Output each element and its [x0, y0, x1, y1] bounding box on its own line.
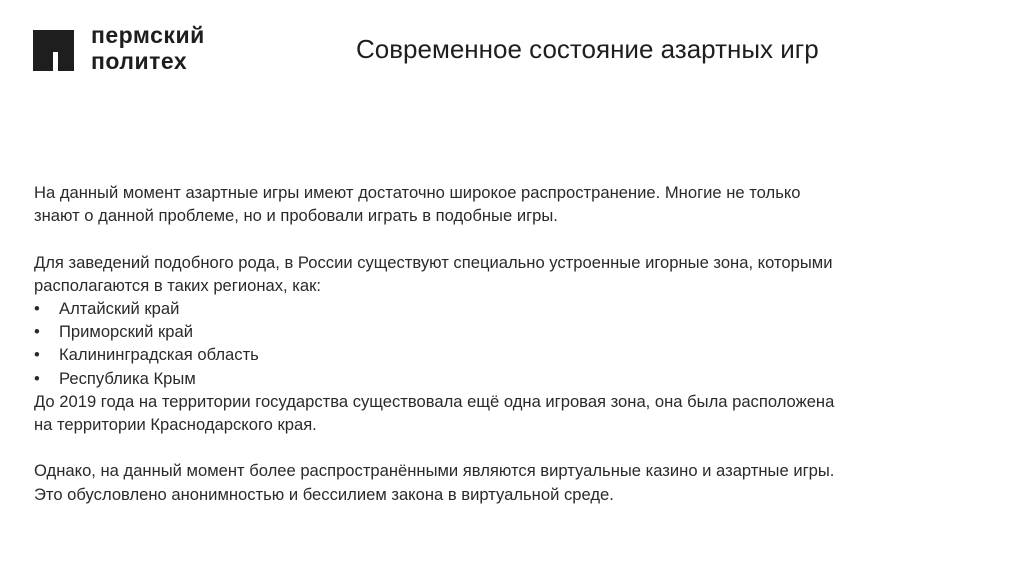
paragraph-line: До 2019 года на территории государства существовала ещё одна игровая зона, она была расположена — [34, 391, 835, 411]
slide-body — [34, 181, 994, 506]
logo-line-2: политех — [91, 48, 188, 74]
logo-line-1: пермский — [91, 22, 205, 48]
paragraph-line: На данный момент азартные игры имеют достаточно широкое распространение. Многие не только — [34, 183, 801, 202]
logo-text — [91, 22, 205, 74]
list-item: • Калининградская область — [34, 343, 994, 366]
list-item: • Алтайский край — [34, 297, 994, 320]
slide-title: Современное состояние азартных игр — [356, 34, 819, 64]
paragraph-line: располагаются в таких регионах, как: — [34, 275, 321, 295]
paragraph-line: Для заведений подобного рода, в России существуют специально устроенные игорные зона, которыми — [34, 252, 833, 272]
list-item: • Республика Крым — [34, 367, 994, 390]
paragraph-line: знают о данной проблеме, но и пробовали играть в подобные игры. — [34, 206, 558, 226]
regions-list — [34, 297, 994, 390]
logo-mark — [33, 30, 74, 71]
paragraph-line: на территории Краснодарского края. — [34, 415, 317, 435]
list-item: • Приморский край — [34, 320, 994, 343]
paragraph-line: Однако, на данный момент более распространёнными являются виртуальные казино и азартные игры. — [34, 461, 835, 481]
paragraph-line: Это обусловлено анонимностью и бессилием закона в виртуальной среде. — [34, 484, 614, 504]
